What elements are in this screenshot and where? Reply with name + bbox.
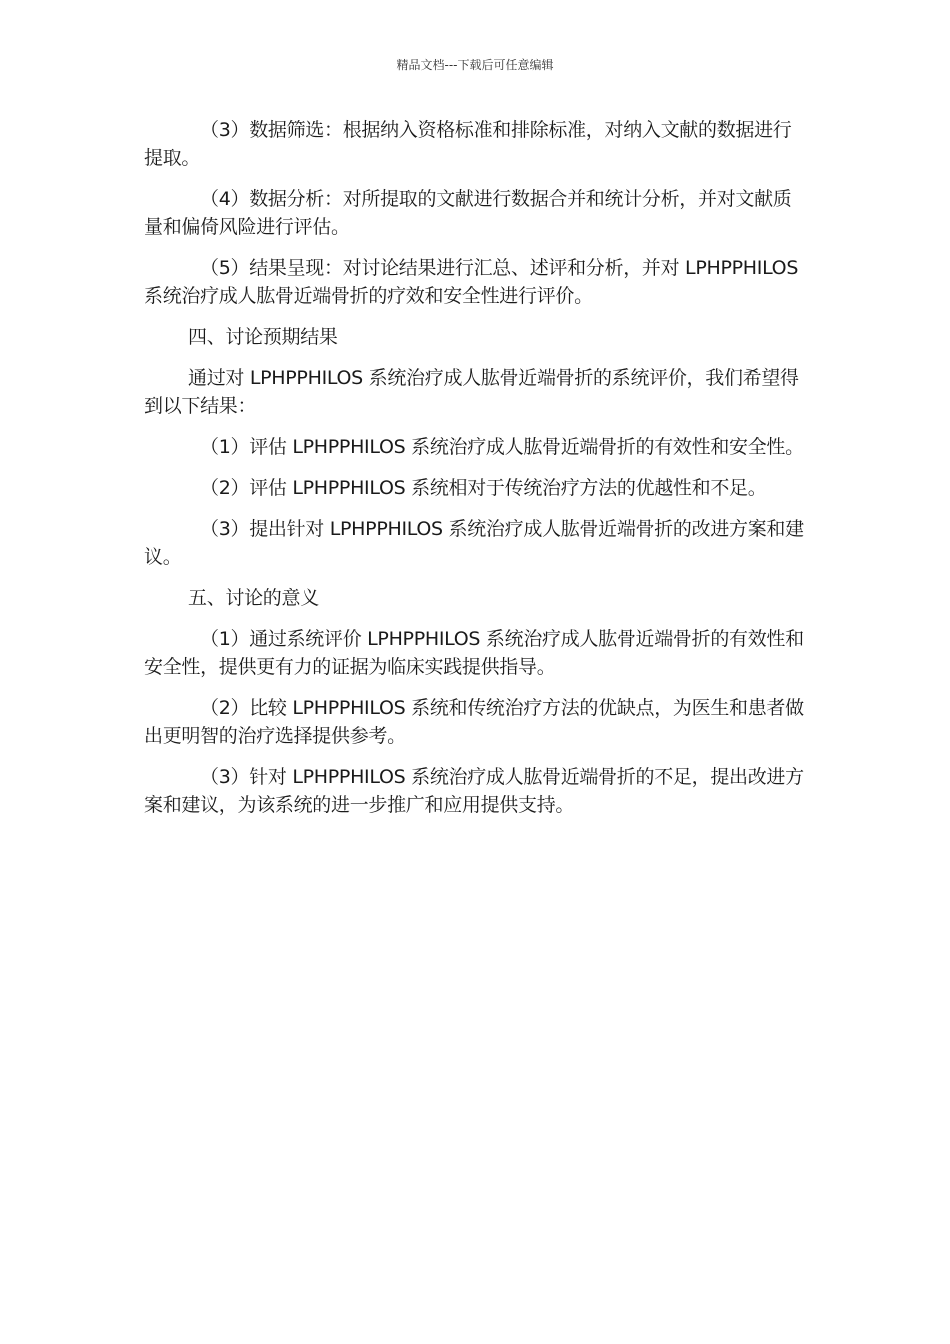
paragraph-data-analysis: （4）数据分析：对所提取的文献进行数据合并和统计分析，并对文献质量和偏倚风险进行评估。 — [144, 188, 792, 238]
paragraph-data-screening: （3）数据筛选：根据纳入资格标准和排除标准，对纳入文献的数据进行提取。 — [144, 119, 792, 169]
page-header: 精品文档---下载后可任意编辑 — [396, 58, 554, 72]
section-heading-significance: 五、讨论的意义 — [188, 587, 319, 609]
paragraph-expected-3: （3）提出针对 LPHPPHILOS 系统治疗成人肱骨近端骨折的改进方案和建议。 — [144, 518, 804, 568]
paragraph-significance-3: （3）针对 LPHPPHILOS 系统治疗成人肱骨近端骨折的不足，提出改进方案和建议，为该系统的进一步推广和应用提供支持。 — [144, 766, 804, 816]
paragraph-result-presentation: （5）结果呈现：对讨论结果进行汇总、述评和分析，并对 LPHPPHILOS 系统治疗成人肱骨近端骨折的疗效和安全性进行评价。 — [144, 257, 799, 307]
paragraph-significance-2: （2）比较 LPHPPHILOS 系统和传统治疗方法的优缺点，为医生和患者做出更明智的治疗选择提供参考。 — [144, 697, 804, 747]
paragraph-expected-2: （2）评估 LPHPPHILOS 系统相对于传统治疗方法的优越性和不足。 — [200, 477, 767, 499]
section-heading-expected-results: 四、讨论预期结果 — [188, 326, 338, 348]
paragraph-expected-1: （1）评估 LPHPPHILOS 系统治疗成人肱骨近端骨折的有效性和安全性。 — [200, 436, 804, 458]
document-body — [144, 116, 808, 832]
paragraph-significance-1: （1）通过系统评价 LPHPPHILOS 系统治疗成人肱骨近端骨折的有效性和安全性，提供更有力的证据为临床实践提供指导。 — [144, 628, 804, 678]
paragraph-expected-intro: 通过对 LPHPPHILOS 系统治疗成人肱骨近端骨折的系统评价，我们希望得到以下结果： — [144, 367, 799, 417]
